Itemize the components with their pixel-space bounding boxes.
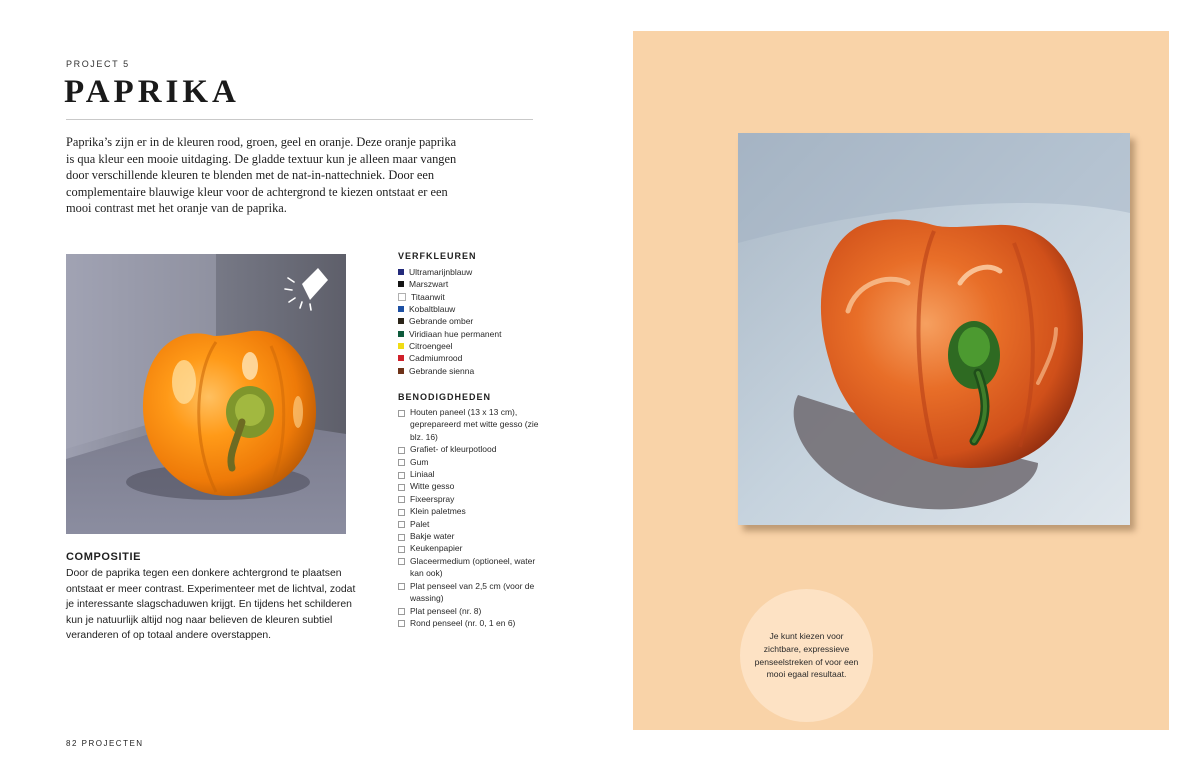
paint-swatch [398,293,406,301]
supply-label: Bakje water [410,531,455,542]
page-footer: 82 PROJECTEN [66,739,144,748]
supply-checkbox [398,620,405,627]
supply-label: Klein paletmes [410,506,466,517]
supply-item [398,542,543,554]
intro-paragraph: Paprika’s zijn er in de kleuren rood, groen, geel en oranje. Deze oranje paprika is qua kleur een mooie uitdaging. De gladde textuur kun je alleen maar vangen door verschillende kleuren te blenden met de nat-in-nattechniek. Door een complementaire blauwige kleur voor de achtergrond te kiezen ontstaat er een mooi contrast met het oranje van de paprika. [66,135,457,216]
paint-item [398,327,548,339]
supply-checkbox [398,484,405,491]
supply-checkbox [398,496,405,503]
supply-checkbox [398,546,405,553]
paint-swatch [398,306,404,312]
supply-label: Liniaal [410,469,435,480]
supply-item [398,468,543,480]
supply-item [398,443,543,455]
paint-item [398,291,548,303]
paint-item [398,315,548,327]
supply-label: Witte gesso [410,481,455,492]
supply-item [398,505,543,517]
supply-checkbox [398,459,405,466]
paint-label: Kobaltblauw [409,304,456,315]
paint-item [398,303,548,315]
supply-checkbox [398,447,405,454]
paint-label: Viridiaan hue permanent [409,328,502,339]
supply-label: Fixeerspray [410,493,455,504]
paint-label: Citroengeel [409,340,453,351]
paint-swatch [398,355,404,361]
paint-item [398,278,548,290]
paint-item [398,340,548,352]
supply-label: Glaceermedium (optioneel, water kan ook) [410,555,536,579]
paint-item [398,364,548,376]
supply-label: Palet [410,518,430,529]
supply-item [398,605,543,617]
supply-item [398,555,543,580]
paint-label: Cadmiumrood [409,353,463,364]
supply-list [398,406,543,629]
supply-label: Keukenpapier [410,543,463,554]
paints-heading: VERFKLEUREN [398,251,477,261]
finished-painting [738,133,1130,525]
supply-checkbox [398,558,405,565]
paint-swatch [398,368,404,374]
paint-label: Gebrande sienna [409,365,475,376]
supply-label: Plat penseel (nr. 8) [410,605,482,616]
paint-swatch [398,318,404,324]
right-page [600,0,1200,776]
composition-heading: COMPOSITIE [66,551,142,563]
supply-checkbox [398,608,405,615]
paint-swatch [398,269,404,275]
supply-item [398,406,543,443]
supply-item [398,456,543,468]
supply-checkbox [398,583,405,590]
supply-label: Houten paneel (13 x 13 cm), geprepareerd met witte gesso (zie blz. 16) [410,407,539,442]
supply-item [398,530,543,542]
supply-checkbox [398,509,405,516]
paint-list [398,266,548,377]
paint-label: Marszwart [409,279,449,290]
supply-label: Rond penseel (nr. 0, 1 en 6) [410,617,516,628]
paint-item [398,352,548,364]
reference-photo [66,254,346,534]
supply-checkbox [398,521,405,528]
paint-label: Titaanwit [411,291,445,302]
project-label: PROJECT 5 [66,59,130,69]
supply-label: Plat penseel van 2,5 cm (voor de wassing) [410,580,535,604]
supply-checkbox [398,534,405,541]
page-title: PAPRIKA [64,74,240,110]
supply-item [398,480,543,492]
paint-item [398,266,548,278]
title-divider [66,119,533,120]
supply-checkbox [398,410,405,417]
tip-bubble [740,589,873,722]
tip-text: Je kunt kiezen voor zichtbare, expressieve penseelstreken of voor een mooi egaal resultaat. [754,631,859,680]
supply-item [398,617,543,629]
supply-label: Grafiet- of kleurpotlood [410,444,497,455]
supply-item [398,580,543,605]
paint-swatch [398,331,404,337]
supplies-heading: BENODIGDHEDEN [398,392,492,402]
paint-label: Ultramarijnblauw [409,267,473,278]
peach-background-panel [633,31,1169,730]
paint-swatch [398,343,404,349]
supply-item [398,518,543,530]
paint-swatch [398,281,404,287]
supply-checkbox [398,472,405,479]
composition-text: Door de paprika tegen een donkere achtergrond te plaatsen ontstaat er meer contrast. Experimenteer met de lichtval, zodat je interessante slagschaduwen krijgt. En tijdens het schilderen kun je natuurlijk altijd nog naar believen de kleuren subtiel veranderen of op totaal andere overstappen. [66,568,356,642]
supply-item [398,493,543,505]
supply-label: Gum [410,456,429,467]
paint-label: Gebrande omber [409,316,474,327]
